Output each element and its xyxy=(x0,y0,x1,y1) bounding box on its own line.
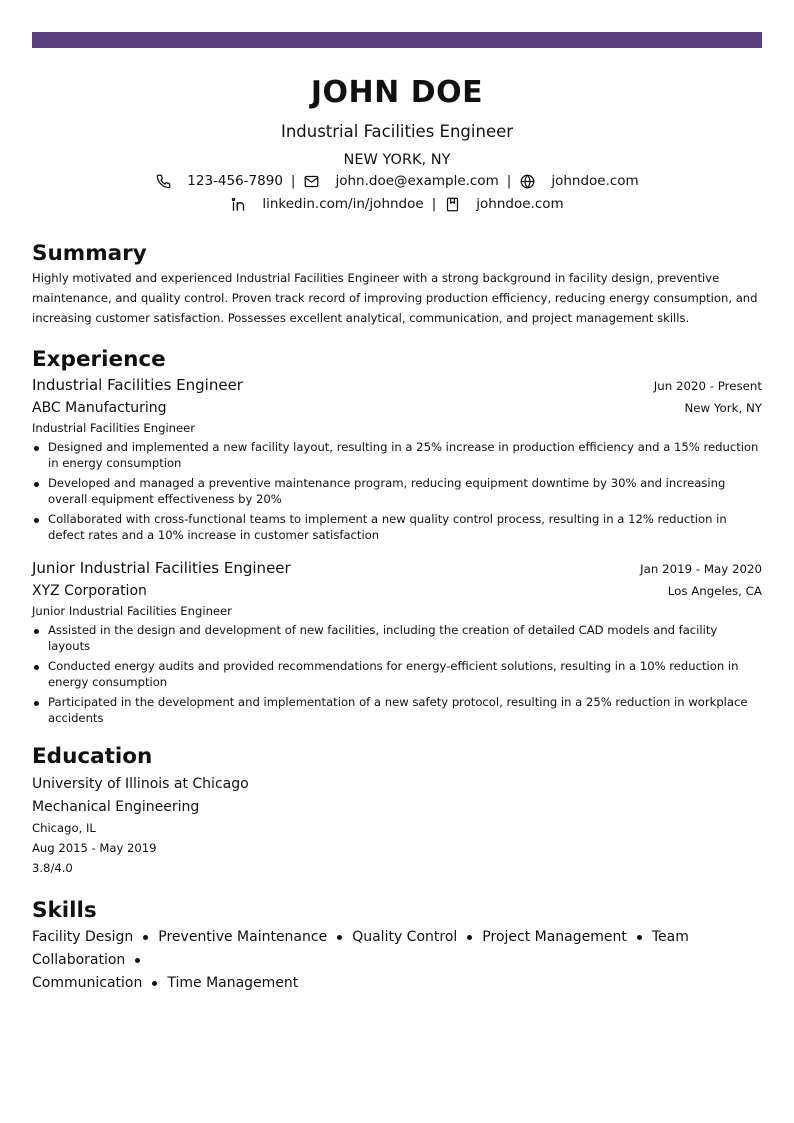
education-gpa: 3.8/4.0 xyxy=(32,861,73,875)
candidate-name: JOHN DOE xyxy=(310,75,484,110)
separator: | xyxy=(431,196,437,212)
education-dates: Aug 2015 - May 2019 xyxy=(32,841,157,855)
bullet-dot xyxy=(34,518,39,523)
bullet-item xyxy=(32,475,762,507)
email-link[interactable]: john.doe@example.com xyxy=(335,173,499,189)
skills-heading: Skills xyxy=(32,898,97,923)
job-entry xyxy=(32,558,762,726)
skill-separator xyxy=(337,935,342,940)
skills-list xyxy=(32,926,762,995)
skill-item: Communication xyxy=(32,975,143,991)
bullet-item xyxy=(32,658,762,690)
bullet-dot xyxy=(34,629,39,634)
accent-bar xyxy=(32,32,762,48)
bullet-text: Assisted in the design and development of new facilities, including the creation of detailed CAD models and facility layouts xyxy=(48,623,718,653)
skill-item: Time Management xyxy=(167,975,299,991)
job-role: Junior Industrial Facilities Engineer xyxy=(32,559,291,577)
phone-icon xyxy=(155,173,171,189)
skill-separator xyxy=(135,958,140,963)
skill-separator xyxy=(637,935,642,940)
job-company: XYZ Corporation xyxy=(32,583,147,599)
bullet-item xyxy=(32,622,762,654)
job-bullets xyxy=(32,439,762,543)
skill-item: Facility Design xyxy=(32,929,134,945)
bullet-text: Designed and implemented a new facility layout, resulting in a 25% increase in production efficiency and a 15% reduction in energy consumption xyxy=(48,440,759,470)
contact-row-primary xyxy=(32,172,762,190)
job-role: Industrial Facilities Engineer xyxy=(32,376,243,394)
bullet-dot xyxy=(34,446,39,451)
job-dates: Jan 2019 - May 2020 xyxy=(640,562,762,576)
globe-icon xyxy=(519,173,535,189)
bullet-dot xyxy=(34,482,39,487)
skill-separator xyxy=(152,981,157,986)
separator: | xyxy=(290,173,296,189)
bullet-text: Participated in the development and implementation of a new safety protocol, resulting in a 25% reduction in workplace accidents xyxy=(48,695,748,725)
job-bullets xyxy=(32,622,762,726)
linkedin-icon xyxy=(230,196,246,212)
bullet-dot xyxy=(34,701,39,706)
skill-item: Preventive Maintenance xyxy=(158,929,328,945)
education-heading: Education xyxy=(32,744,153,769)
experience-heading: Experience xyxy=(32,347,166,372)
portfolio-icon xyxy=(444,196,460,212)
education-location: Chicago, IL xyxy=(32,821,96,835)
candidate-location: NEW YORK, NY xyxy=(343,152,451,168)
linkedin-link[interactable]: linkedin.com/in/johndoe xyxy=(262,196,424,212)
portfolio-link[interactable]: johndoe.com xyxy=(476,196,564,212)
job-company: ABC Manufacturing xyxy=(32,400,167,416)
bullet-text: Collaborated with cross-functional teams to implement a new quality control process, resulting in a 12% reduction in defect rates and a 10% increase in customer satisfaction xyxy=(48,512,727,542)
bullet-item xyxy=(32,439,762,471)
education-degree: Mechanical Engineering xyxy=(32,799,200,815)
phone-text[interactable]: 123-456-7890 xyxy=(187,173,283,189)
skill-separator xyxy=(467,935,472,940)
skill-item: Quality Control xyxy=(352,929,458,945)
job-location: Los Angeles, CA xyxy=(667,584,762,598)
job-dates: Jun 2020 - Present xyxy=(653,379,762,393)
job-location: New York, NY xyxy=(684,401,762,415)
job-entry xyxy=(32,375,762,543)
job-subrole: Industrial Facilities Engineer xyxy=(32,421,196,435)
bullet-item xyxy=(32,511,762,543)
education-school: University of Illinois at Chicago xyxy=(32,776,249,792)
mail-icon xyxy=(303,173,319,189)
resume-page xyxy=(32,32,762,995)
summary-text: Highly motivated and experienced Industrial Facilities Engineer with a strong background in facility design, preventive maintenance, and quality control. Proven track record of improving production efficiency, reducing energy consumption, and increasing customer satisfaction. Possesses excellent analytical, communication, and project management skills. xyxy=(32,271,758,325)
summary-heading: Summary xyxy=(32,241,147,266)
separator: | xyxy=(506,173,512,189)
bullet-text: Conducted energy audits and provided recommendations for energy-efficient solutions, resulting in a 10% reduction in energy consumption xyxy=(48,659,739,689)
skill-item: Team Collaboration xyxy=(32,929,689,968)
bullet-text: Developed and managed a preventive maintenance program, reducing equipment downtime by 30% and increasing overall equipment effectiveness by 20% xyxy=(48,476,726,506)
website-link[interactable]: johndoe.com xyxy=(551,173,639,189)
contact-row-secondary xyxy=(32,195,762,213)
job-subrole: Junior Industrial Facilities Engineer xyxy=(32,604,232,618)
skill-separator xyxy=(143,935,148,940)
skill-item: Project Management xyxy=(482,929,627,945)
bullet-dot xyxy=(34,665,39,670)
bullet-item xyxy=(32,694,762,726)
candidate-title: Industrial Facilities Engineer xyxy=(280,122,514,141)
